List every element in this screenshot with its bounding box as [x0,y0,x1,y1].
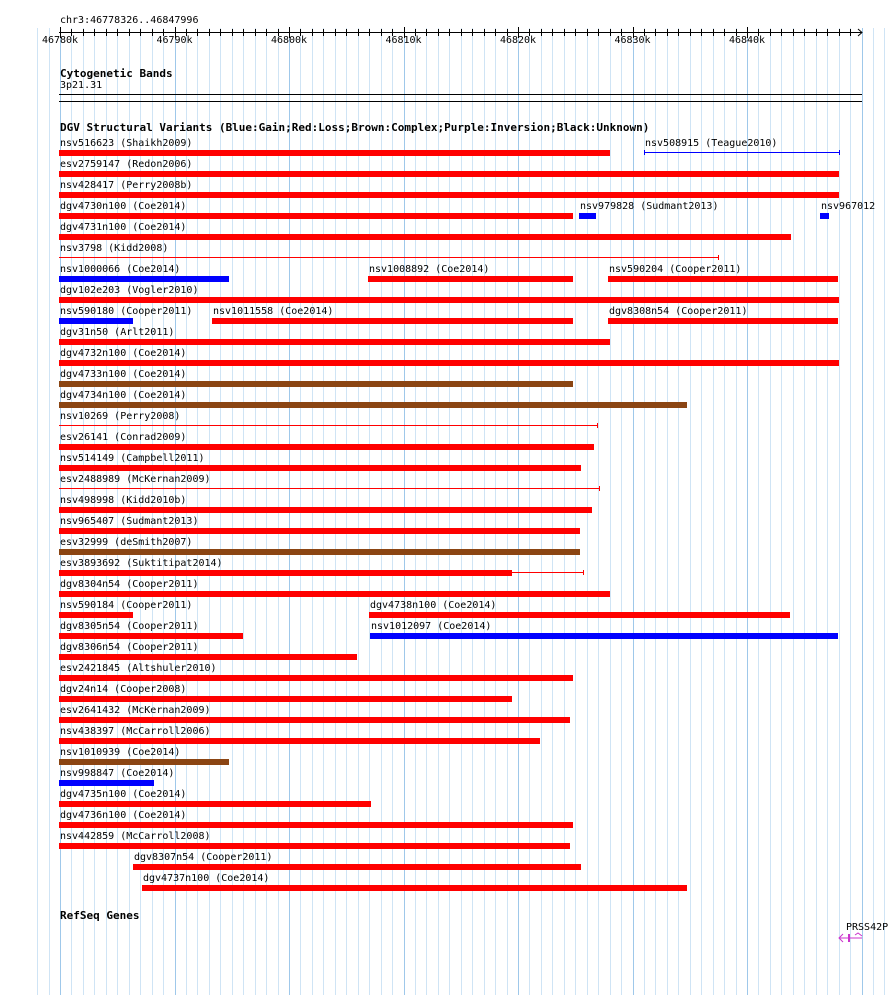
variant-label[interactable]: dgv4738n100 (Coe2014) [370,600,497,611]
variant-label[interactable]: nsv590204 (Cooper2011) [609,264,742,275]
variant-bar[interactable] [59,507,592,513]
variant-bar[interactable] [59,801,371,807]
variant-label[interactable]: nsv1011558 (Coe2014) [213,306,334,317]
variant-label[interactable]: dgv4733n100 (Coe2014) [60,369,187,380]
variant-bar[interactable] [59,696,512,702]
variant-end-cap [583,570,584,575]
variant-label[interactable]: nsv498998 (Kidd2010b) [60,495,187,506]
variant-label[interactable]: dgv102e203 (Vogler2010) [60,285,199,296]
variant-label[interactable]: nsv1010939 (Coe2014) [60,747,181,758]
variant-end-cap [644,150,645,155]
variant-bar[interactable] [59,570,512,576]
variant-bar[interactable] [59,213,573,219]
variant-label[interactable]: dgv4730n100 (Coe2014) [60,201,187,212]
variant-bar[interactable] [59,843,570,849]
variant-label[interactable]: nsv979828 (Sudmant2013) [580,201,719,212]
variant-label[interactable]: dgv24n14 (Cooper2008) [60,684,187,695]
variant-bar[interactable] [59,633,243,639]
variant-label[interactable]: esv2759147 (Redon2006) [60,159,193,170]
variant-label[interactable]: nsv10269 (Perry2008) [60,411,181,422]
variant-bar[interactable] [133,864,581,870]
variant-end-cap [597,423,598,428]
ruler-tick-label: 46830k [614,35,651,46]
variant-bar[interactable] [59,591,610,597]
variant-end-cap [718,255,719,260]
variant-label[interactable]: dgv8304n54 (Cooper2011) [60,579,199,590]
variant-label[interactable]: esv2421845 (Altshuler2010) [60,663,217,674]
variant-bar[interactable] [59,192,839,198]
cytoband-track-title: Cytogenetic Bands [60,67,173,80]
variant-bar[interactable] [59,360,839,366]
cytoband-line-bottom [59,101,862,102]
ruler [0,0,890,60]
variant-label[interactable]: dgv4732n100 (Coe2014) [60,348,187,359]
variant-label[interactable]: esv2488989 (McKernan2009) [60,474,211,485]
gene-prss42p[interactable] [838,920,890,944]
variant-label[interactable]: dgv4731n100 (Coe2014) [60,222,187,233]
variant-thin-extension [512,572,583,573]
variant-label[interactable]: dgv8307n54 (Cooper2011) [134,852,273,863]
variant-bar[interactable] [59,488,599,489]
variant-bar[interactable] [59,738,540,744]
variant-label[interactable]: nsv590184 (Cooper2011) [60,600,193,611]
variant-label[interactable]: nsv1012097 (Coe2014) [371,621,492,632]
ruler-tick-label: 46790k [156,35,193,46]
variant-bar[interactable] [59,549,580,555]
variant-bar[interactable] [59,402,687,408]
variant-bar[interactable] [212,318,573,324]
variant-label[interactable]: dgv8308n54 (Cooper2011) [609,306,748,317]
variant-bar[interactable] [59,234,791,240]
variant-bar[interactable] [59,150,610,156]
ruler-tick-label: 46820k [499,35,537,46]
dgv-track-title: DGV Structural Variants (Blue:Gain;Red:Loss;Brown:Complex;Purple:Inversion;Black:Unknown) [60,121,650,134]
variant-bar[interactable] [59,822,573,828]
variant-label[interactable]: esv3893692 (Suktitipat2014) [60,558,223,569]
ruler-tick-label: 46800k [270,35,308,46]
variant-bar[interactable] [59,759,229,765]
variant-label[interactable]: dgv8306n54 (Cooper2011) [60,642,199,653]
variant-label[interactable]: dgv4737n100 (Coe2014) [143,873,270,884]
variant-bar[interactable] [59,465,581,471]
variant-bar[interactable] [370,633,838,639]
variant-bar[interactable] [369,612,790,618]
region-label: chr3:46778326..46847996 [60,15,199,26]
variant-bar[interactable] [59,318,133,324]
variant-bar[interactable] [644,152,839,153]
variant-end-cap [599,486,600,491]
variant-label[interactable]: nsv1008892 (Coe2014) [369,264,490,275]
cytoband-label: 3p21.31 [60,80,103,91]
ruler-axis [0,0,890,60]
variant-bar[interactable] [59,171,839,177]
gene-label: PRSS42P [846,922,889,933]
variant-bar[interactable] [142,885,687,891]
variant-bar[interactable] [579,213,596,219]
variant-label[interactable]: dgv4735n100 (Coe2014) [60,789,187,800]
variant-label[interactable]: nsv438397 (McCarroll2006) [60,726,211,737]
variant-end-cap [839,150,840,155]
ruler-tick-label: 46840k [728,35,766,46]
variant-label[interactable]: nsv516623 (Shaikh2009) [60,138,193,149]
variant-label[interactable]: dgv31n50 (Arlt2011) [60,327,175,338]
variant-label[interactable]: nsv1000066 (Coe2014) [60,264,181,275]
variant-label[interactable]: dgv4734n100 (Coe2014) [60,390,187,401]
variant-bar[interactable] [59,425,597,426]
variant-label[interactable]: esv2641432 (McKernan2009) [60,705,211,716]
variant-bar[interactable] [608,276,838,282]
variant-label[interactable]: nsv998847 (Coe2014) [60,768,175,779]
variant-bar[interactable] [59,780,154,786]
variant-bar[interactable] [59,528,580,534]
variant-label[interactable]: dgv8305n54 (Cooper2011) [60,621,199,632]
refseq-track-title: RefSeq Genes [60,909,140,922]
variant-bar[interactable] [608,318,838,324]
variant-bar[interactable] [368,276,573,282]
variant-label[interactable]: nsv590180 (Cooper2011) [60,306,193,317]
variant-label[interactable]: nsv967012 [821,201,876,212]
variant-label[interactable]: dgv4736n100 (Coe2014) [60,810,187,821]
variant-bar[interactable] [59,339,610,345]
variant-label[interactable]: nsv3798 (Kidd2008) [60,243,169,254]
variant-bar[interactable] [59,381,573,387]
variant-bar[interactable] [59,257,718,258]
variant-label[interactable]: nsv428417 (Perry2008b) [60,180,193,191]
variant-bar[interactable] [59,276,229,282]
variant-bar[interactable] [59,654,357,660]
ruler-tick-label: 46810k [385,35,422,46]
variant-bar[interactable] [59,444,594,450]
variant-label[interactable]: nsv508915 (Teague2010) [645,138,778,149]
variant-bar[interactable] [820,213,829,219]
variant-label[interactable]: nsv442859 (McCarroll2008) [60,831,211,842]
ruler-tick-label: 46780k [41,35,79,46]
variant-bar[interactable] [59,675,573,681]
variant-bar[interactable] [59,297,839,303]
variant-label[interactable]: esv26141 (Conrad2009) [60,432,187,443]
variant-label[interactable]: nsv965407 (Sudmant2013) [60,516,199,527]
variant-bar[interactable] [59,612,133,618]
variant-label[interactable]: esv32999 (deSmith2007) [60,537,193,548]
gene-strand-arrow-icon [838,932,868,944]
cytoband-line-top [59,94,862,95]
variant-label[interactable]: nsv514149 (Campbell2011) [60,453,205,464]
variant-bar[interactable] [59,717,570,723]
